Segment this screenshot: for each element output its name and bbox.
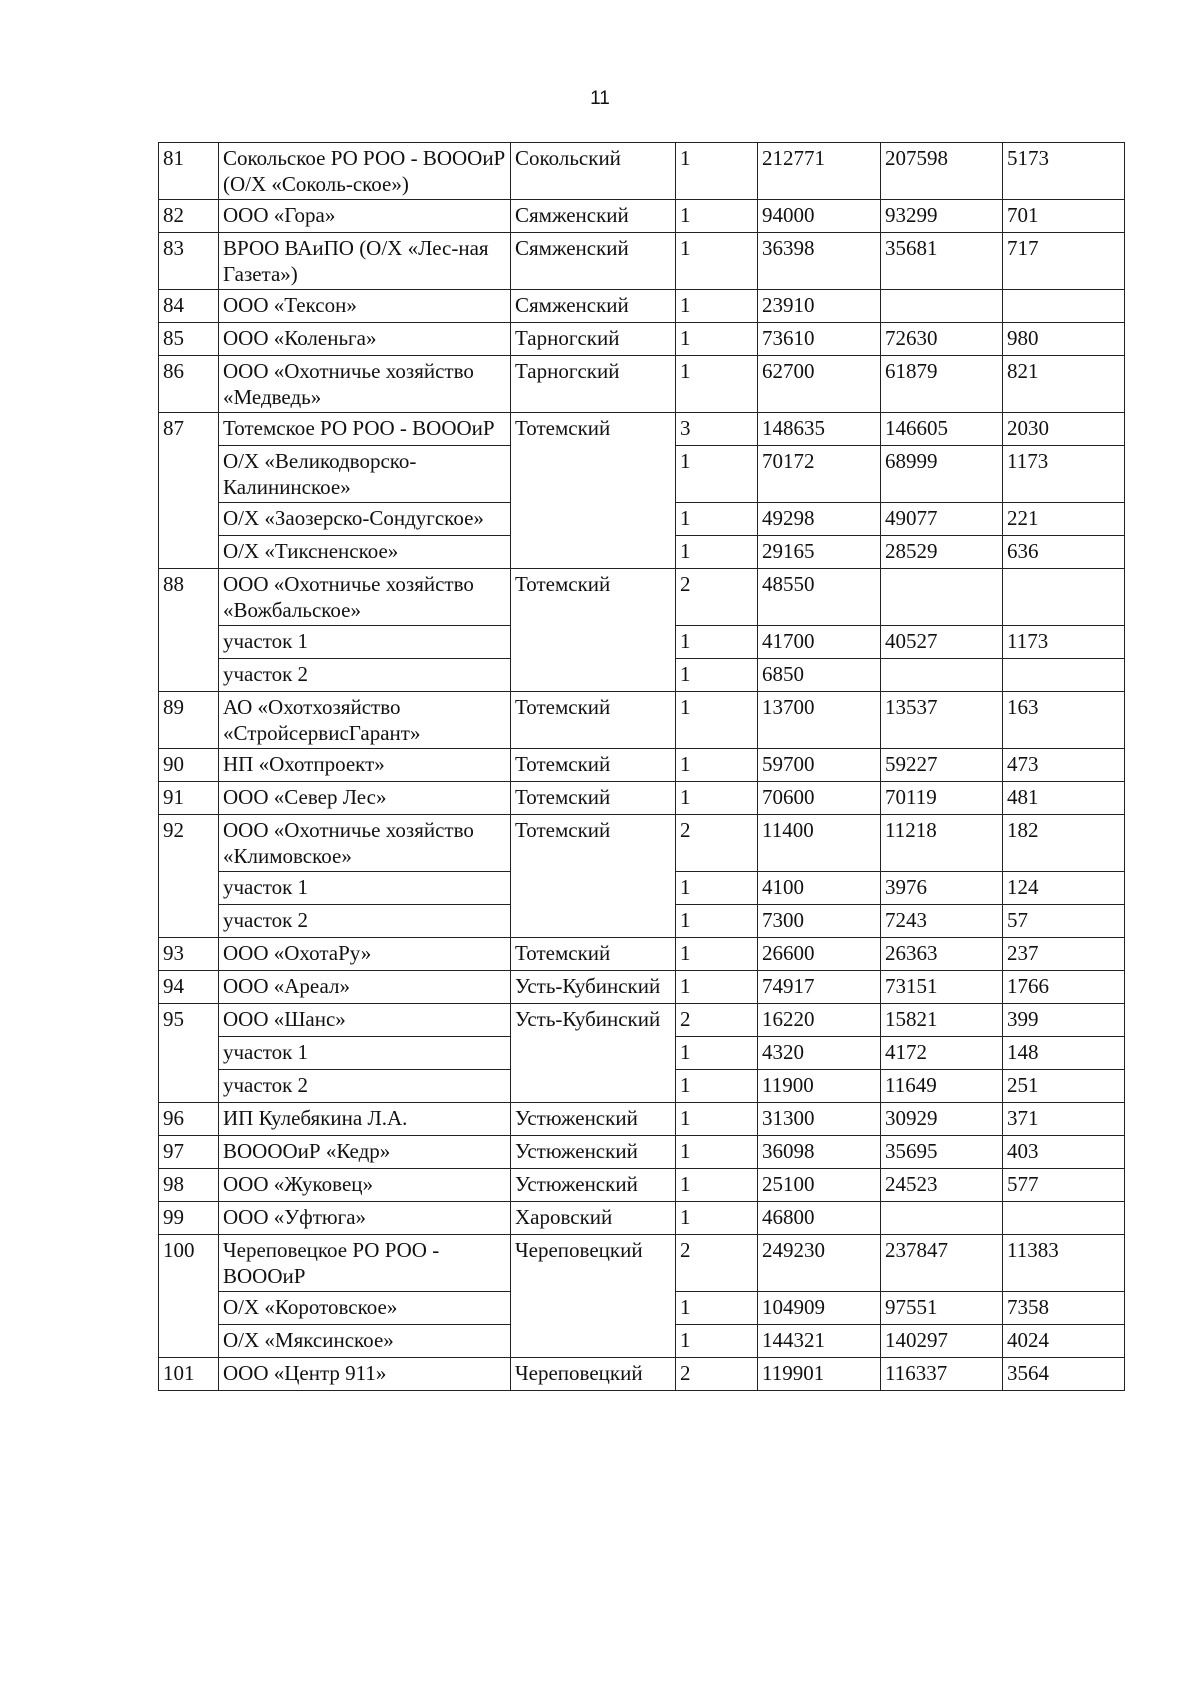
- cell-name: Череповецкое РО РОО - ВОООиР: [219, 1235, 511, 1292]
- cell-area-c: 1173: [1003, 446, 1125, 503]
- cell-name: участок 2: [219, 1070, 511, 1103]
- table-row: [159, 971, 1125, 1004]
- table-row: [159, 938, 1125, 971]
- cell-count: 3: [676, 413, 758, 446]
- cell-area-b: 97551: [881, 1292, 1003, 1325]
- cell-num: 87: [159, 413, 219, 569]
- cell-area-total: 13700: [758, 692, 881, 749]
- cell-district: Тотемский: [511, 749, 676, 782]
- table-row: [159, 413, 1125, 446]
- table-row: [159, 1103, 1125, 1136]
- cell-area-b: 15821: [881, 1004, 1003, 1037]
- cell-area-c: [1003, 569, 1125, 626]
- cell-name: ООО «Центр 911»: [219, 1358, 511, 1391]
- cell-district: Сямженский: [511, 233, 676, 290]
- cell-num: 94: [159, 971, 219, 1004]
- cell-name: АО «Охотхозяйство «СтройсервисГарант»: [219, 692, 511, 749]
- cell-area-total: 70600: [758, 782, 881, 815]
- cell-num: 82: [159, 200, 219, 233]
- cell-name: ИП Кулебякина Л.А.: [219, 1103, 511, 1136]
- cell-area-total: 11900: [758, 1070, 881, 1103]
- cell-count: 1: [676, 1292, 758, 1325]
- cell-name: ООО «Охотничье хозяйство «Вожбальское»: [219, 569, 511, 626]
- cell-count: 1: [676, 143, 758, 200]
- cell-count: 1: [676, 1070, 758, 1103]
- cell-area-b: 11649: [881, 1070, 1003, 1103]
- cell-count: 2: [676, 1235, 758, 1292]
- cell-district: Усть-Кубинский: [511, 1004, 676, 1103]
- cell-area-c: 5173: [1003, 143, 1125, 200]
- cell-area-c: 251: [1003, 1070, 1125, 1103]
- cell-area-total: 4320: [758, 1037, 881, 1070]
- cell-area-total: 148635: [758, 413, 881, 446]
- cell-name: ООО «Шанс»: [219, 1004, 511, 1037]
- cell-area-total: 36098: [758, 1136, 881, 1169]
- cell-area-c: 371: [1003, 1103, 1125, 1136]
- table-row: [159, 1004, 1125, 1037]
- cell-area-b: 61879: [881, 356, 1003, 413]
- cell-count: 1: [676, 1202, 758, 1235]
- cell-area-b: 93299: [881, 200, 1003, 233]
- cell-area-c: 7358: [1003, 1292, 1125, 1325]
- cell-area-total: 73610: [758, 323, 881, 356]
- cell-count: 2: [676, 1358, 758, 1391]
- cell-area-c: 399: [1003, 1004, 1125, 1037]
- cell-area-total: 16220: [758, 1004, 881, 1037]
- cell-area-b: 28529: [881, 536, 1003, 569]
- cell-area-total: 26600: [758, 938, 881, 971]
- cell-area-b: 11218: [881, 815, 1003, 872]
- cell-num: 100: [159, 1235, 219, 1358]
- cell-area-b: 35695: [881, 1136, 1003, 1169]
- cell-name: ООО «Ареал»: [219, 971, 511, 1004]
- cell-district: Харовский: [511, 1202, 676, 1235]
- cell-num: 99: [159, 1202, 219, 1235]
- cell-num: 83: [159, 233, 219, 290]
- cell-count: 1: [676, 938, 758, 971]
- cell-num: 81: [159, 143, 219, 200]
- cell-name: ООО «ОхотаРу»: [219, 938, 511, 971]
- cell-area-c: 221: [1003, 503, 1125, 536]
- cell-name: О/Х «Великодворско-Калининское»: [219, 446, 511, 503]
- cell-area-c: 124: [1003, 872, 1125, 905]
- table-row: [159, 323, 1125, 356]
- cell-num: 93: [159, 938, 219, 971]
- cell-district: Тотемский: [511, 938, 676, 971]
- cell-area-c: 182: [1003, 815, 1125, 872]
- cell-num: 84: [159, 290, 219, 323]
- cell-area-total: 59700: [758, 749, 881, 782]
- cell-num: 96: [159, 1103, 219, 1136]
- cell-area-c: 980: [1003, 323, 1125, 356]
- table-row: [159, 1358, 1125, 1391]
- cell-area-total: 249230: [758, 1235, 881, 1292]
- cell-name: ВРОО ВАиПО (О/Х «Лес-ная Газета»): [219, 233, 511, 290]
- cell-count: 1: [676, 1103, 758, 1136]
- table-row: [159, 749, 1125, 782]
- cell-area-b: 49077: [881, 503, 1003, 536]
- cell-area-c: 717: [1003, 233, 1125, 290]
- cell-name: участок 2: [219, 659, 511, 692]
- cell-area-b: [881, 569, 1003, 626]
- cell-name: участок 2: [219, 905, 511, 938]
- cell-area-c: 57: [1003, 905, 1125, 938]
- cell-area-b: 26363: [881, 938, 1003, 971]
- cell-area-total: 119901: [758, 1358, 881, 1391]
- cell-district: Устюженский: [511, 1103, 676, 1136]
- table-row: [159, 356, 1125, 413]
- cell-num: 85: [159, 323, 219, 356]
- cell-area-b: 237847: [881, 1235, 1003, 1292]
- cell-area-b: 207598: [881, 143, 1003, 200]
- cell-district: Устюженский: [511, 1169, 676, 1202]
- cell-name: ВООООиР «Кедр»: [219, 1136, 511, 1169]
- cell-area-b: 68999: [881, 446, 1003, 503]
- cell-area-b: 35681: [881, 233, 1003, 290]
- hunting-grounds-table: [158, 142, 1125, 1391]
- cell-area-c: 1173: [1003, 626, 1125, 659]
- cell-count: 1: [676, 323, 758, 356]
- table-row: [159, 1136, 1125, 1169]
- cell-area-c: 3564: [1003, 1358, 1125, 1391]
- cell-num: 90: [159, 749, 219, 782]
- cell-district: Череповецкий: [511, 1358, 676, 1391]
- cell-area-total: 25100: [758, 1169, 881, 1202]
- cell-area-c: 473: [1003, 749, 1125, 782]
- table-row: [159, 290, 1125, 323]
- cell-district: Тотемский: [511, 692, 676, 749]
- cell-area-total: 62700: [758, 356, 881, 413]
- cell-count: 1: [676, 290, 758, 323]
- table-row: [159, 569, 1125, 626]
- cell-area-b: 4172: [881, 1037, 1003, 1070]
- cell-area-c: 163: [1003, 692, 1125, 749]
- cell-num: 98: [159, 1169, 219, 1202]
- cell-area-c: 1766: [1003, 971, 1125, 1004]
- cell-area-c: [1003, 1202, 1125, 1235]
- cell-count: 1: [676, 1169, 758, 1202]
- cell-area-total: 29165: [758, 536, 881, 569]
- table-row: [159, 782, 1125, 815]
- cell-area-b: 13537: [881, 692, 1003, 749]
- cell-num: 91: [159, 782, 219, 815]
- cell-name: О/Х «Мяксинское»: [219, 1325, 511, 1358]
- cell-area-c: 403: [1003, 1136, 1125, 1169]
- cell-area-b: [881, 290, 1003, 323]
- cell-area-c: [1003, 290, 1125, 323]
- cell-area-total: 104909: [758, 1292, 881, 1325]
- cell-count: 1: [676, 446, 758, 503]
- cell-area-total: 70172: [758, 446, 881, 503]
- table-row: [159, 200, 1125, 233]
- table-row: [159, 1169, 1125, 1202]
- cell-name: ООО «Коленьга»: [219, 323, 511, 356]
- cell-count: 1: [676, 1037, 758, 1070]
- table-row: [159, 815, 1125, 872]
- cell-name: ООО «Охотничье хозяйство «Климовское»: [219, 815, 511, 872]
- cell-num: 92: [159, 815, 219, 938]
- cell-area-b: 24523: [881, 1169, 1003, 1202]
- cell-district: Сокольский: [511, 143, 676, 200]
- cell-count: 1: [676, 200, 758, 233]
- cell-area-c: 636: [1003, 536, 1125, 569]
- cell-count: 1: [676, 749, 758, 782]
- cell-area-total: 41700: [758, 626, 881, 659]
- cell-count: 1: [676, 659, 758, 692]
- cell-count: 1: [676, 626, 758, 659]
- cell-area-b: 116337: [881, 1358, 1003, 1391]
- cell-area-b: 3976: [881, 872, 1003, 905]
- cell-area-b: 30929: [881, 1103, 1003, 1136]
- cell-area-total: 48550: [758, 569, 881, 626]
- cell-name: О/Х «Тиксненское»: [219, 536, 511, 569]
- cell-count: 1: [676, 1136, 758, 1169]
- cell-area-total: 7300: [758, 905, 881, 938]
- table-body: [159, 143, 1125, 1391]
- cell-name: Сокольское РО РОО - ВОООиР (О/Х «Соколь-ское»): [219, 143, 511, 200]
- cell-num: 101: [159, 1358, 219, 1391]
- cell-area-total: 31300: [758, 1103, 881, 1136]
- cell-count: 1: [676, 233, 758, 290]
- cell-count: 1: [676, 356, 758, 413]
- cell-district: Тотемский: [511, 782, 676, 815]
- table-row: [159, 692, 1125, 749]
- cell-district: Сямженский: [511, 200, 676, 233]
- cell-area-b: 146605: [881, 413, 1003, 446]
- cell-district: Устюженский: [511, 1136, 676, 1169]
- cell-count: 1: [676, 503, 758, 536]
- cell-count: 1: [676, 971, 758, 1004]
- cell-name: участок 1: [219, 1037, 511, 1070]
- cell-area-b: 140297: [881, 1325, 1003, 1358]
- cell-area-total: 4100: [758, 872, 881, 905]
- cell-area-c: [1003, 659, 1125, 692]
- cell-district: Сямженский: [511, 290, 676, 323]
- cell-count: 1: [676, 536, 758, 569]
- cell-district: Тарногский: [511, 323, 676, 356]
- cell-count: 2: [676, 1004, 758, 1037]
- cell-area-total: 144321: [758, 1325, 881, 1358]
- cell-district: Усть-Кубинский: [511, 971, 676, 1004]
- cell-area-b: [881, 1202, 1003, 1235]
- cell-area-c: 4024: [1003, 1325, 1125, 1358]
- cell-area-b: 72630: [881, 323, 1003, 356]
- cell-area-total: 49298: [758, 503, 881, 536]
- cell-num: 86: [159, 356, 219, 413]
- cell-name: участок 1: [219, 626, 511, 659]
- cell-area-b: 73151: [881, 971, 1003, 1004]
- cell-area-total: 23910: [758, 290, 881, 323]
- cell-num: 97: [159, 1136, 219, 1169]
- cell-name: Тотемское РО РОО - ВОООиР: [219, 413, 511, 446]
- cell-area-total: 94000: [758, 200, 881, 233]
- cell-name: ООО «Уфтюга»: [219, 1202, 511, 1235]
- cell-area-total: 46800: [758, 1202, 881, 1235]
- cell-area-c: 11383: [1003, 1235, 1125, 1292]
- cell-num: 88: [159, 569, 219, 692]
- cell-count: 2: [676, 569, 758, 626]
- cell-count: 1: [676, 905, 758, 938]
- cell-count: 1: [676, 782, 758, 815]
- cell-area-c: 237: [1003, 938, 1125, 971]
- cell-count: 2: [676, 815, 758, 872]
- cell-num: 95: [159, 1004, 219, 1103]
- cell-district: Тотемский: [511, 413, 676, 569]
- cell-district: Тотемский: [511, 569, 676, 692]
- cell-district: Тотемский: [511, 815, 676, 938]
- cell-name: О/Х «Заозерско-Сондугское»: [219, 503, 511, 536]
- table-row: [159, 233, 1125, 290]
- cell-district: Тарногский: [511, 356, 676, 413]
- cell-area-b: 7243: [881, 905, 1003, 938]
- cell-area-b: 59227: [881, 749, 1003, 782]
- cell-area-b: 40527: [881, 626, 1003, 659]
- cell-name: НП «Охотпроект»: [219, 749, 511, 782]
- cell-district: Череповецкий: [511, 1235, 676, 1358]
- cell-name: ООО «Гора»: [219, 200, 511, 233]
- cell-area-c: 577: [1003, 1169, 1125, 1202]
- cell-count: 1: [676, 872, 758, 905]
- cell-name: ООО «Север Лес»: [219, 782, 511, 815]
- cell-area-b: 70119: [881, 782, 1003, 815]
- cell-area-c: 481: [1003, 782, 1125, 815]
- cell-area-c: 2030: [1003, 413, 1125, 446]
- table-row: [159, 1235, 1125, 1292]
- cell-name: участок 1: [219, 872, 511, 905]
- cell-area-total: 36398: [758, 233, 881, 290]
- table-row: [159, 1202, 1125, 1235]
- cell-area-total: 74917: [758, 971, 881, 1004]
- cell-area-total: 212771: [758, 143, 881, 200]
- cell-count: 1: [676, 1325, 758, 1358]
- cell-area-c: 148: [1003, 1037, 1125, 1070]
- cell-area-c: 821: [1003, 356, 1125, 413]
- table-row: [159, 143, 1125, 200]
- cell-num: 89: [159, 692, 219, 749]
- cell-area-c: 701: [1003, 200, 1125, 233]
- page-number: 11: [590, 88, 610, 109]
- cell-count: 1: [676, 692, 758, 749]
- cell-area-b: [881, 659, 1003, 692]
- cell-name: О/Х «Коротовское»: [219, 1292, 511, 1325]
- cell-area-total: 6850: [758, 659, 881, 692]
- cell-name: ООО «Жуковец»: [219, 1169, 511, 1202]
- cell-area-total: 11400: [758, 815, 881, 872]
- cell-name: ООО «Охотничье хозяйство «Медведь»: [219, 356, 511, 413]
- cell-name: ООО «Тексон»: [219, 290, 511, 323]
